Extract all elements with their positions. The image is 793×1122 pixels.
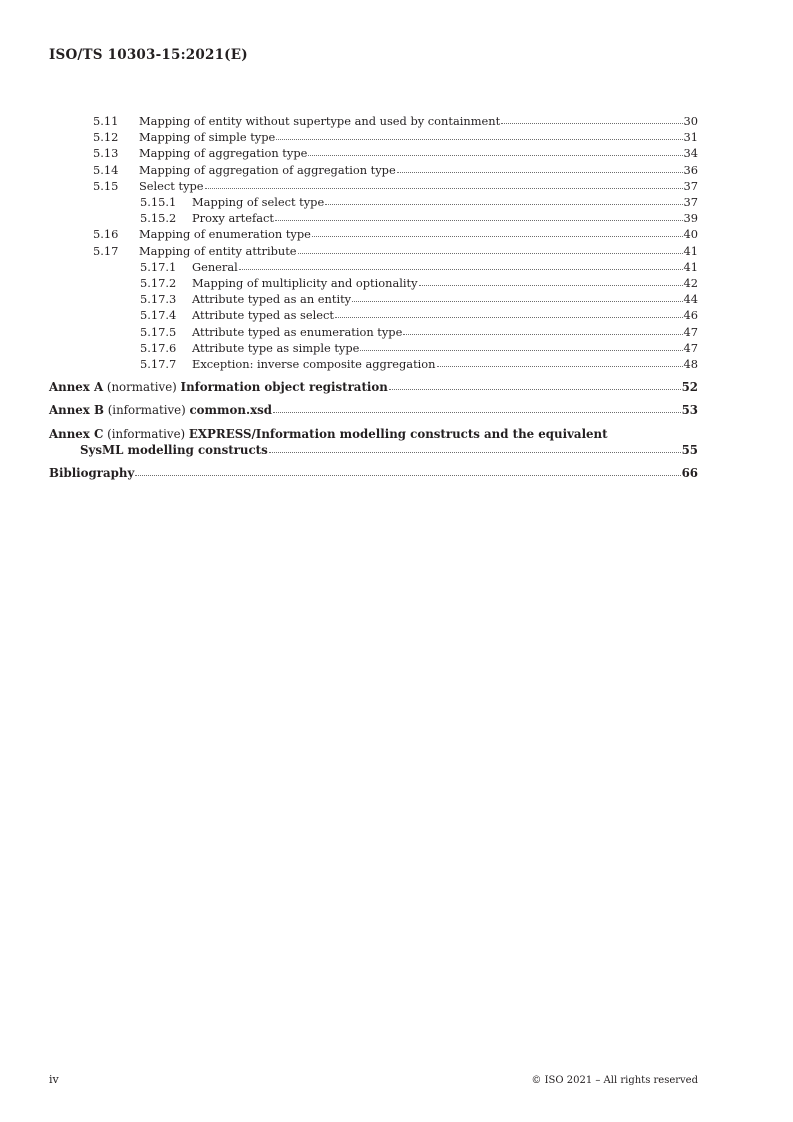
toc-entry[interactable] (49, 275, 698, 291)
toc-entry[interactable] (49, 340, 698, 356)
toc-entry[interactable] (49, 162, 698, 178)
toc-entries (49, 113, 698, 372)
toc-entry[interactable] (49, 226, 698, 242)
toc-entry-number: 5.13 (93, 146, 119, 161)
bibliography-page: 66 (681, 466, 698, 481)
toc-entry-number: 5.15.2 (140, 211, 177, 226)
dot-leader (312, 235, 683, 237)
dot-leader (269, 451, 681, 453)
toc-entry-title: Attribute typed as an entity (192, 292, 352, 307)
toc-entry-number: 5.11 (93, 114, 119, 128)
toc-entry[interactable] (49, 145, 698, 161)
toc-entry-title: Proxy artefact (192, 211, 274, 226)
page-number: iv (49, 1073, 59, 1086)
toc-entry-title: Mapping of entity attribute (139, 243, 297, 258)
toc-entry-page: 30 (683, 114, 698, 128)
toc-entry-number: 5.17 (93, 243, 119, 258)
dot-leader (298, 252, 683, 254)
page-footer (49, 1073, 698, 1086)
annex-a-label: Annex A (49, 380, 104, 395)
toc-entry-number: 5.17.6 (140, 340, 177, 355)
toc-entry[interactable] (49, 259, 698, 275)
dot-leader (403, 333, 682, 335)
toc-entry-title: Mapping of enumeration type (139, 227, 311, 242)
toc-entry-title: Mapping of select type (192, 195, 325, 210)
dot-leader (275, 219, 683, 221)
annex-b-label: Annex B (49, 403, 104, 418)
toc-entry-page: 41 (683, 243, 698, 258)
toc-entry-page: 37 (683, 178, 698, 193)
toc-entry[interactable] (49, 243, 698, 259)
toc-entry-page: 39 (683, 211, 698, 226)
annex-a-title: Information object registration (180, 380, 388, 395)
dot-leader (205, 187, 683, 189)
dot-leader (397, 171, 683, 173)
toc-entry-number: 5.12 (93, 130, 119, 145)
dot-leader (325, 203, 682, 205)
toc-entry-title: General (192, 259, 238, 274)
dot-leader (501, 122, 682, 124)
toc-entry-page: 36 (683, 162, 698, 177)
toc-entry-page: 46 (683, 308, 698, 323)
toc-entry-page: 34 (683, 146, 698, 161)
toc-entry-page: 40 (683, 227, 698, 242)
toc-entry-title: Mapping of aggregation of aggregation type (139, 162, 396, 177)
annex-a-page: 52 (681, 380, 698, 395)
toc-entry-number: 5.17.5 (140, 324, 177, 339)
annex-c-page: 55 (681, 442, 698, 457)
toc-entry[interactable] (49, 356, 698, 372)
dot-leader (352, 300, 682, 302)
dot-leader (389, 388, 681, 390)
toc-entry-number: 5.16 (93, 227, 119, 242)
dot-leader (335, 316, 683, 318)
annex-c-label: Annex C (49, 426, 104, 441)
toc-entry[interactable] (49, 129, 698, 145)
toc-bibliography[interactable] (49, 465, 698, 481)
toc-entry-title: Mapping of aggregation type (139, 146, 308, 161)
toc-entry-title: Exception: inverse composite aggregation (192, 357, 436, 372)
dot-leader (239, 268, 683, 270)
toc-entry-number: 5.17.7 (140, 357, 177, 372)
toc-entry-title: Mapping of multiplicity and optionality (192, 276, 418, 291)
copyright-notice: © ISO 2021 – All rights reserved (531, 1075, 698, 1086)
toc-entry[interactable] (49, 194, 698, 210)
toc-entry-page: 37 (683, 195, 698, 210)
toc-entry-number: 5.17.4 (140, 308, 177, 323)
toc-entry-page: 47 (683, 340, 698, 355)
toc-entry-number: 5.17.1 (140, 259, 177, 274)
bibliography-title: Bibliography (49, 466, 135, 481)
toc-entry-page: 41 (683, 259, 698, 274)
toc-entry-page: 48 (683, 357, 698, 372)
toc-entry-title: Mapping of entity without supertype and used by containment (139, 114, 501, 128)
dot-leader (419, 284, 683, 286)
toc-entry[interactable] (49, 291, 698, 307)
toc-entry[interactable] (49, 324, 698, 340)
toc-entry-title: Attribute typed as select (192, 308, 334, 323)
toc-entry-title: Mapping of simple type (139, 130, 276, 145)
annex-b-title: common.xsd (189, 403, 272, 418)
annex-c-title-line2: SysML modelling constructs (80, 442, 268, 457)
toc-entry-page: 44 (683, 292, 698, 307)
toc-entry-page: 31 (683, 130, 698, 145)
toc-entry[interactable] (49, 178, 698, 194)
toc-annex-a[interactable] (49, 379, 698, 395)
table-of-contents (49, 113, 698, 481)
toc-entry-page: 42 (683, 276, 698, 291)
toc-annex-b[interactable] (49, 402, 698, 418)
dot-leader (360, 349, 682, 351)
annex-c-kind: (informative) (107, 426, 186, 441)
document-id: ISO/TS 10303-15:2021(E) (49, 47, 248, 63)
toc-entry-number: 5.15.1 (140, 195, 177, 210)
toc-entry[interactable] (49, 307, 698, 323)
toc-entry[interactable] (49, 210, 698, 226)
toc-entry-page: 47 (683, 324, 698, 339)
toc-entry-number: 5.14 (93, 162, 119, 177)
annex-b-page: 53 (681, 403, 698, 418)
toc-entry-title: Attribute typed as enumeration type (192, 324, 403, 339)
toc-annex-c[interactable] (49, 426, 698, 458)
toc-entry-number: 5.17.3 (140, 292, 177, 307)
toc-entry-title: Attribute type as simple type (192, 340, 360, 355)
dot-leader (276, 138, 682, 140)
annex-c-title-line1: EXPRESS/Information modelling constructs and the equivalent (188, 426, 608, 441)
dot-leader (273, 411, 681, 413)
annex-b-kind: (informative) (107, 403, 186, 418)
toc-entry-title: Select type (139, 178, 204, 193)
toc-entry[interactable] (49, 113, 698, 129)
dot-leader (135, 474, 680, 476)
toc-entry-number: 5.17.2 (140, 276, 177, 291)
dot-leader (437, 365, 683, 367)
toc-entry-number: 5.15 (93, 178, 119, 193)
annex-a-kind: (normative) (106, 380, 177, 395)
dot-leader (308, 154, 682, 156)
